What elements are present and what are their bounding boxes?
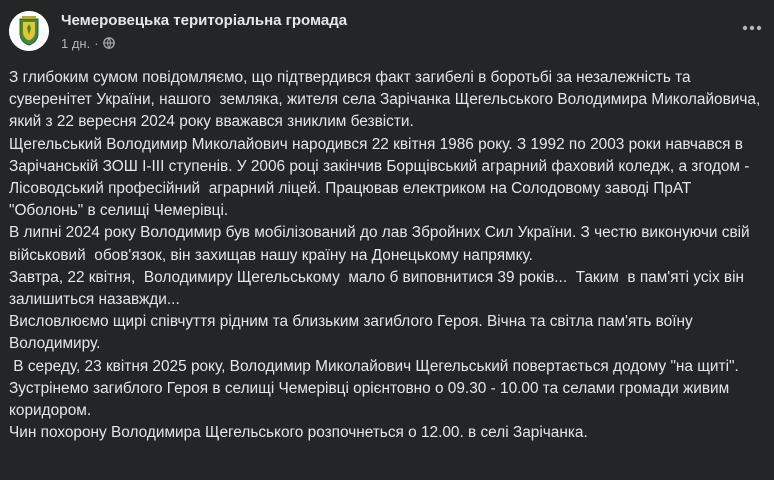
post-paragraph: В липні 2024 року Володимир був мобілізований до лав Збройних Сил України. З честю виконуючи свій військовий обов'язок, він захищав нашу країну на Донецькому напрямку. <box>9 224 754 264</box>
page-name-link[interactable]: Чемеровецька територіальна громада <box>61 12 348 29</box>
post-meta <box>61 34 115 52</box>
more-horizontal-icon <box>742 25 762 31</box>
post-paragraph: Щегельський Володимир Миколайович народився 22 квітня 1986 року. З 1992 по 2003 роки навчався в Зарічанській ЗОШ І-ІІІ ступенів. У 2006 році закінчив Борщівський аграрний фаховий коледж, а згодом - Лісоводський професійний аграрний ліцей. Працював електриком на Солодовому заводі ПрАТ "Оболонь" в селищі Чемерівці. <box>9 135 754 220</box>
globe-icon[interactable] <box>103 37 115 49</box>
post-paragraph: Чин похорону Володимира Щегельського розпочнеться о 12.00. в селі Зарічанка. <box>9 424 588 442</box>
post-paragraph: В середу, 23 квітня 2025 року, Володимир Миколайович Щегельський повертається додому "на щиті". <box>9 357 739 375</box>
post-body <box>9 67 767 444</box>
post-timestamp[interactable]: 1 дн. <box>61 35 91 51</box>
post-paragraph: Завтра, 22 квітня, Володимиру Щегельському мало б виповнитися 39 років... Таким в пам'яті усіх він залишиться назавжди... <box>9 268 749 309</box>
coat-of-arms-icon <box>9 11 49 51</box>
post-paragraph: Зустрінемо загиблого Героя в селищі Чемерівці орієнтовно о 09.30 - 10.00 та селами громади живим коридором. <box>9 379 734 420</box>
post-header <box>0 0 774 64</box>
post-paragraph: З глибоким сумом повідомляємо, що підтвердився факт загибелі в боротьбі за незалежність та суверенітет України, нашого земляка, жителя села Зарічанка Щегельського Володимира Миколайовича, який з 22 вересня 2024 року вважався зниклим безвісти. <box>9 69 765 131</box>
meta-separator: · <box>94 35 99 51</box>
page-avatar[interactable] <box>9 11 49 51</box>
post-paragraph: Висловлюємо щирі співчуття рідним та близьким загиблого Героя. Вічна та світла пам'ять воїну Володимиру. <box>9 313 697 353</box>
more-options-button[interactable] <box>734 10 770 46</box>
